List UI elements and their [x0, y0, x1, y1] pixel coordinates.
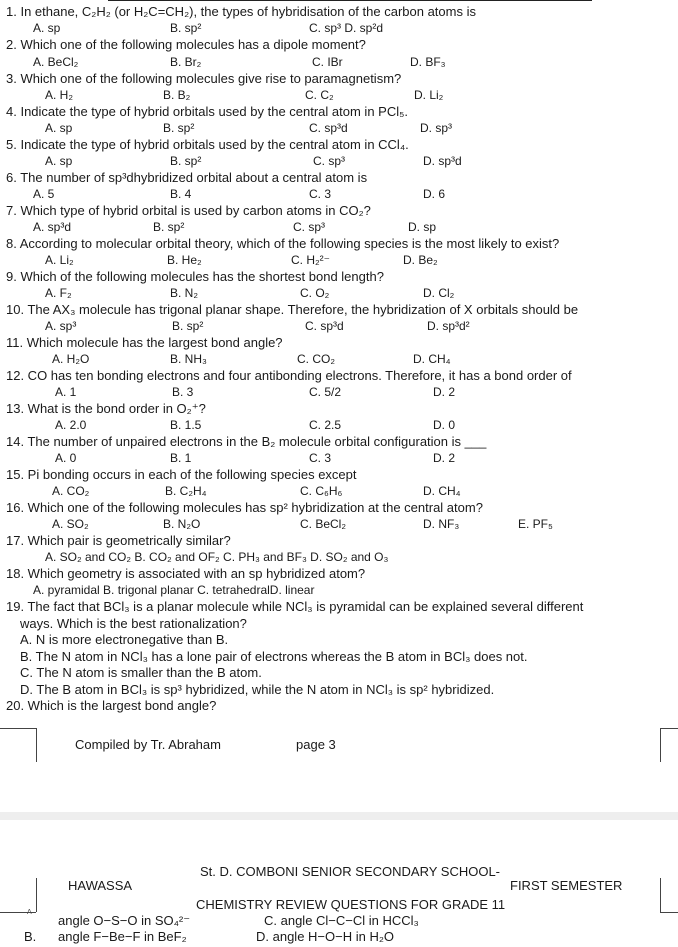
q16-option-a: A. SO₂: [52, 517, 89, 531]
q6-option-d: D. 6: [423, 187, 446, 201]
q1-option-a: A. sp: [33, 21, 61, 35]
question-1: 1. In ethane, C₂H₂ (or H₂C=CH₂), the types of hybridisation of the carbon atoms is: [6, 4, 476, 19]
q19-option-a: A. N is more electronegative than B.: [20, 632, 229, 647]
footer-corner-right: [660, 728, 678, 729]
q13-option-a: A. 2.0: [55, 418, 87, 432]
q16-option-b: B. N₂O: [163, 517, 201, 531]
question-18: 18. Which geometry is associated with an sp hybridized atom?: [6, 566, 366, 581]
question-7: 7. Which type of hybrid orbital is used by carbon atoms in CO₂?: [6, 203, 371, 218]
option-d-angle: D. angle H−O−H in H₂O: [256, 929, 394, 944]
q2-option-d: D. BF₃: [410, 55, 446, 69]
q19-option-c: C. The N atom is smaller than the B atom.: [20, 665, 262, 680]
q12-option-d: D. 2: [433, 385, 456, 399]
q3-option-b: B. B₂: [163, 88, 191, 102]
q7-option-d: D. sp: [408, 220, 437, 234]
q4-option-c: C. sp³d: [309, 121, 348, 135]
school-city: HAWASSA: [68, 878, 133, 893]
header-corner-right: [660, 912, 678, 913]
page-4-header: [0, 820, 678, 947]
q16-option-c: C. BeCl₂: [300, 517, 347, 531]
q5-option-b: B. sp²: [170, 154, 202, 168]
question-17: 17. Which pair is geometrically similar?: [6, 533, 231, 548]
q10-option-d: D. sp³d²: [427, 319, 470, 333]
q3-option-c: C. C₂: [305, 88, 334, 102]
q3-option-a: A. H₂: [45, 88, 73, 102]
question-11: 11. Which molecule has the largest bond angle?: [6, 335, 283, 350]
q18-options: A. pyramidal B. trigonal planar C. tetrahedralD. linear: [33, 583, 315, 597]
q13-option-d: D. 0: [433, 418, 456, 432]
footer-corner-right-bar: [660, 728, 661, 762]
option-c-angle: C. angle Cl−C−Cl in HCCl₃: [264, 913, 419, 928]
q1-option-b: B. sp²: [170, 21, 202, 35]
question-12: 12. CO has ten bonding electrons and four antibonding electrons. Therefore, it has a bond order of: [6, 368, 572, 383]
question-16: 16. Which one of the following molecules has sp² hybridization at the central atom?: [6, 500, 483, 515]
q5-option-a: A. sp: [45, 154, 73, 168]
q11-option-a: A. H₂O: [52, 352, 90, 366]
q9-option-d: D. Cl₂: [423, 286, 455, 300]
q14-option-b: B. 1: [170, 451, 192, 465]
q8-option-b: B. He₂: [167, 253, 202, 267]
page-number: page 3: [296, 737, 336, 752]
q15-option-a: A. CO₂: [52, 484, 90, 498]
q7-option-a: A. sp³d: [33, 220, 72, 234]
footer-corner-left-bar: [36, 728, 37, 762]
page-break: [0, 812, 678, 820]
q4-option-d: D. sp³: [420, 121, 453, 135]
q14-option-a: A. 0: [55, 451, 77, 465]
q12-option-a: A. 1: [55, 385, 77, 399]
q6-option-c: C. 3: [309, 187, 332, 201]
q2-option-b: B. Br₂: [170, 55, 202, 69]
q7-option-c: C. sp³: [293, 220, 326, 234]
q15-option-c: C. C₆H₆: [300, 484, 343, 498]
q1-option-c: C. sp³ D. sp²d: [309, 21, 384, 35]
q10-option-c: C. sp³d: [305, 319, 344, 333]
q6-option-a: A. 5: [33, 187, 55, 201]
question-20: 20. Which is the largest bond angle?: [6, 698, 217, 713]
school-name: St. D. COMBONI SENIOR SECONDARY SCHOOL-: [200, 864, 501, 879]
option-b-angle: angle F−Be−F in BeF₂: [58, 929, 187, 944]
q8-option-c: C. H₂²⁻: [291, 253, 330, 267]
question-15: 15. Pi bonding occurs in each of the following species except: [6, 467, 357, 482]
q9-option-c: C. O₂: [300, 286, 330, 300]
q11-option-b: B. NH₃: [170, 352, 207, 366]
question-8: 8. According to molecular orbital theory, which of the following species is the most likely to exist?: [6, 236, 560, 251]
q7-option-b: B. sp²: [153, 220, 185, 234]
q19-option-d: D. The B atom in BCl₃ is sp³ hybridized, while the N atom in NCl₃ is sp² hybridized.: [20, 682, 495, 697]
q5-option-d: D. sp³d: [423, 154, 462, 168]
header-corner-right-bar: [660, 878, 661, 912]
q13-option-c: C. 2.5: [309, 418, 342, 432]
question-19-continued: ways. Which is the best rationalization?: [20, 616, 247, 631]
q17-options: A. SO₂ and CO₂ B. CO₂ and OF₂ C. PH₃ and BF₃ D. SO₂ and O₃: [45, 550, 389, 564]
q11-option-c: C. CO₂: [297, 352, 335, 366]
q12-option-c: C. 5/2: [309, 385, 342, 399]
semester: FIRST SEMESTER: [510, 878, 623, 893]
top-rule: [108, 0, 592, 1]
row2-marker: B.: [24, 929, 37, 944]
footer-corner-left: [0, 728, 36, 729]
q8-option-a: A. Li₂: [45, 253, 74, 267]
question-19: 19. The fact that BCl₃ is a planar molecule while NCl₃ is pyramidal can be explained several different: [6, 599, 584, 614]
q19-option-b: B. The N atom in NCl₃ has a lone pair of electrons whereas the B atom in BCl₃ does not.: [20, 649, 528, 664]
q10-option-a: A. sp³: [45, 319, 77, 333]
q14-option-d: D. 2: [433, 451, 456, 465]
question-4: 4. Indicate the type of hybrid orbitals used by the central atom in PCl₅.: [6, 104, 408, 119]
question-10: 10. The AX₃ molecule has trigonal planar shape. Therefore, the hybridization of X orbitals should be: [6, 302, 579, 317]
q2-option-a: A. BeCl₂: [33, 55, 79, 69]
q10-option-b: B. sp²: [172, 319, 204, 333]
q15-option-d: D. CH₄: [423, 484, 461, 498]
q2-option-c: C. IBr: [312, 55, 343, 69]
q9-option-a: A. F₂: [45, 286, 72, 300]
question-2: 2. Which one of the following molecules has a dipole moment?: [6, 37, 366, 52]
option-a-angle: angle O−S−O in SO₄²⁻: [58, 913, 191, 928]
q5-option-c: C. sp³: [313, 154, 346, 168]
question-5: 5. Indicate the type of hybrid orbitals used by the central atom in CCl₄.: [6, 137, 409, 152]
q16-option-d: D. NF₃: [423, 517, 460, 531]
q4-option-b: B. sp²: [163, 121, 195, 135]
row1-marker: A: [27, 909, 32, 916]
q8-option-d: D. Be₂: [403, 253, 438, 267]
q14-option-c: C. 3: [309, 451, 332, 465]
question-9: 9. Which of the following molecules has the shortest bond length?: [6, 269, 384, 284]
question-3: 3. Which one of the following molecules give rise to paramagnetism?: [6, 71, 402, 86]
q3-option-d: D. Li₂: [414, 88, 444, 102]
q11-option-d: D. CH₄: [413, 352, 451, 366]
question-6: 6. The number of sp³dhybridized orbital about a central atom is: [6, 170, 368, 185]
question-14: 14. The number of unpaired electrons in the B₂ molecule orbital configuration is ___: [6, 434, 487, 449]
subject-title: CHEMISTRY REVIEW QUESTIONS FOR GRADE 11: [196, 897, 506, 912]
q4-option-a: A. sp: [45, 121, 73, 135]
q13-option-b: B. 1.5: [170, 418, 202, 432]
compiled-by: Compiled by Tr. Abraham: [75, 737, 221, 752]
q9-option-b: B. N₂: [170, 286, 198, 300]
question-13: 13. What is the bond order in O₂⁺?: [6, 401, 206, 416]
q12-option-b: B. 3: [172, 385, 194, 399]
q6-option-b: B. 4: [170, 187, 192, 201]
q16-option-e: E. PF₅: [518, 517, 553, 531]
header-corner-left-bar: [36, 878, 37, 912]
q15-option-b: B. C₂H₄: [165, 484, 207, 498]
